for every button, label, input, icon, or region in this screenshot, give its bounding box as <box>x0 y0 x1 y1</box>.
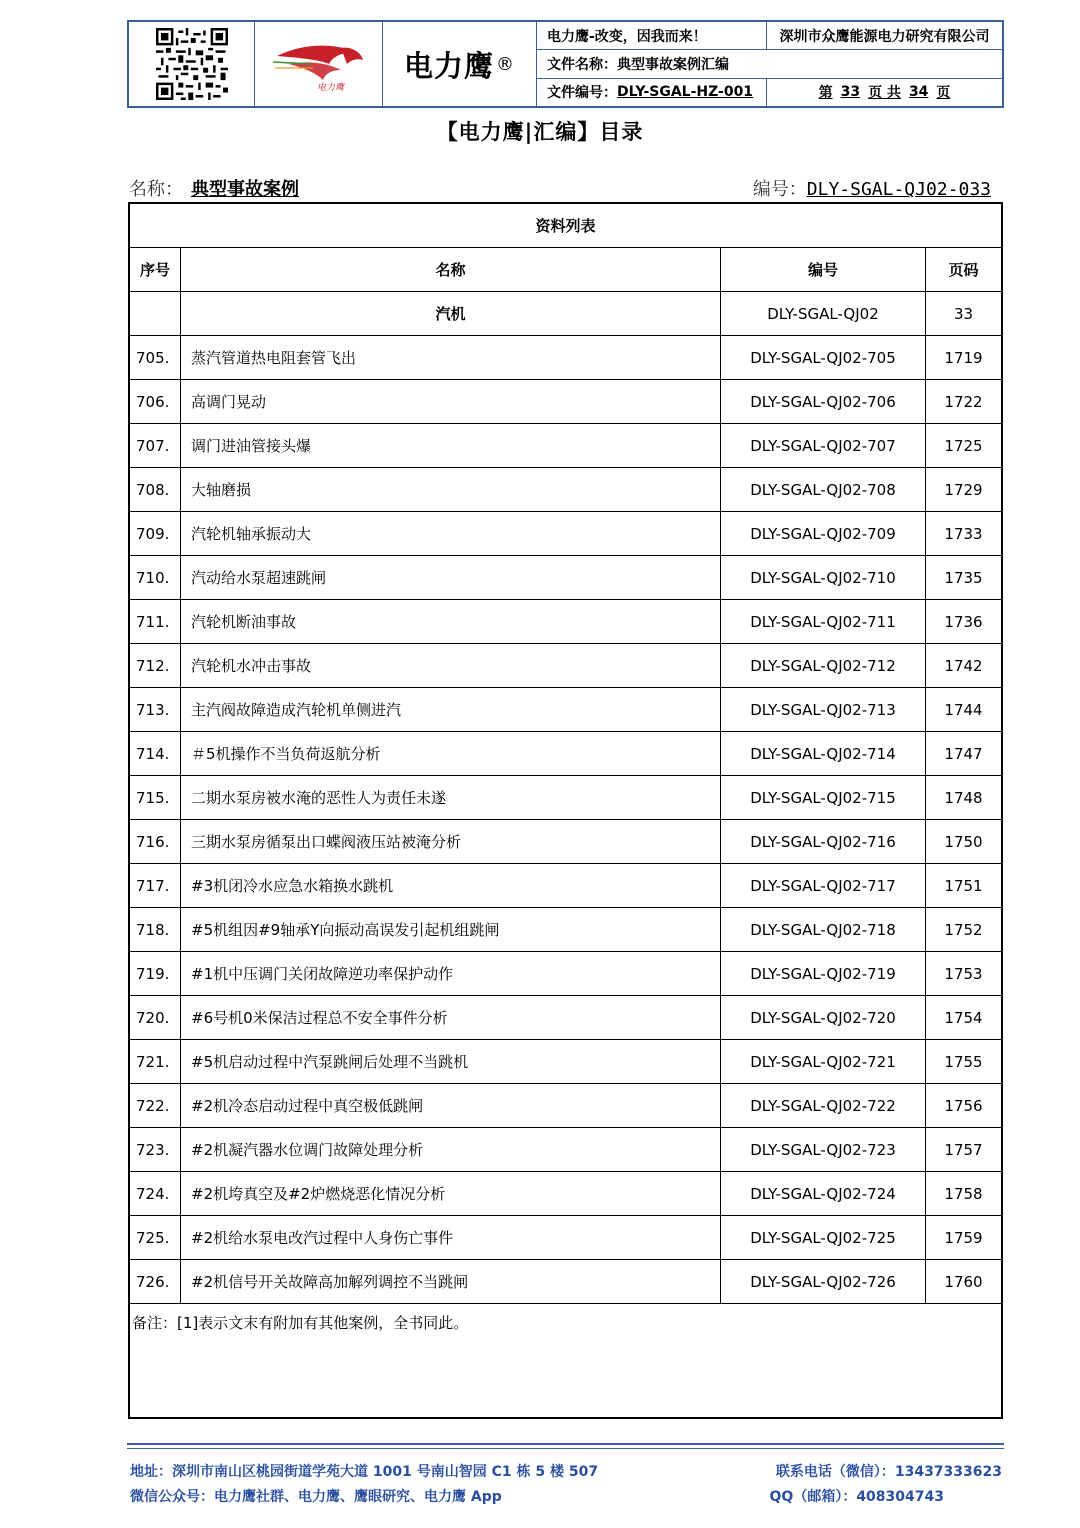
cell-name: 大轴磨损 <box>181 468 721 511</box>
cell-no: 707. <box>130 424 181 467</box>
table-row <box>130 952 1001 996</box>
cell-no: 712. <box>130 644 181 687</box>
table-row <box>130 1216 1001 1260</box>
cell-no: 722. <box>130 1084 181 1127</box>
qr-code <box>129 22 255 106</box>
qr-code-icon <box>156 28 228 100</box>
file-code: 文件编号： DLY-SGAL-HZ-001 <box>547 84 754 102</box>
cell-page: 1719 <box>944 348 983 367</box>
cell-no: 725. <box>130 1216 181 1259</box>
table-row <box>130 468 1001 512</box>
page-indicator: 第 33 页 共 34 页 <box>766 79 1002 106</box>
cell-name: 高调门晃动 <box>181 380 721 423</box>
cell-code: DLY-SGAL-QJ02-725 <box>721 1216 926 1259</box>
table-row <box>130 380 1001 424</box>
doc-name: 名称： 典型事故案例 <box>129 179 299 200</box>
cell-name: 汽动给水泵超速跳闸 <box>181 556 721 599</box>
section-name: 汽机 <box>181 292 721 335</box>
cell-no: 726. <box>130 1260 181 1303</box>
cell-page: 1752 <box>944 920 983 939</box>
cell-name: 汽轮机轴承振动大 <box>181 512 721 555</box>
cell-page: 1736 <box>944 612 983 631</box>
cell-name: 调门进油管接头爆 <box>181 424 721 467</box>
brand-name: 电力鹰 ® <box>383 22 537 106</box>
cell-code: DLY-SGAL-QJ02-708 <box>721 468 926 511</box>
table-row <box>130 512 1001 556</box>
cell-no: 708. <box>130 468 181 511</box>
section-row <box>130 292 1001 336</box>
cell-code: DLY-SGAL-QJ02-724 <box>721 1172 926 1215</box>
footer-divider <box>127 1443 1004 1445</box>
footer-divider-thin <box>127 1448 1004 1449</box>
cell-name: #2机垮真空及#2炉燃烧恶化情况分析 <box>181 1172 721 1215</box>
cell-name: ＃5机操作不当负荷返航分析 <box>181 732 721 775</box>
cell-code: DLY-SGAL-QJ02-706 <box>721 380 926 423</box>
cell-name: #6号机0米保洁过程总不安全事件分析 <box>181 996 721 1039</box>
cell-name: 三期水泵房循泵出口蝶阀液压站被淹分析 <box>181 820 721 863</box>
cell-page: 1747 <box>944 744 983 763</box>
cell-code: DLY-SGAL-QJ02-715 <box>721 776 926 819</box>
cell-page: 1748 <box>944 788 983 807</box>
logo-lettering: 电力鹰 <box>316 83 344 93</box>
table-row <box>130 1084 1001 1128</box>
cell-name: #2机给水泵电改汽过程中人身伤亡事件 <box>181 1216 721 1259</box>
table-row <box>130 864 1001 908</box>
cell-no: 709. <box>130 512 181 555</box>
footer-phone: 联系电话（微信）：13437333623 <box>775 1464 1002 1480</box>
cell-page: 1725 <box>944 436 983 455</box>
cell-no: 724. <box>130 1172 181 1215</box>
section-code: DLY-SGAL-QJ02 <box>721 292 926 335</box>
footer-wechat: 微信公众号：电力鹰社群、电力鹰、鹰眼研究、电力鹰 App <box>130 1489 502 1505</box>
table-row <box>130 996 1001 1040</box>
table-row <box>130 1172 1001 1216</box>
cell-page: 1753 <box>944 964 983 983</box>
cell-no: 718. <box>130 908 181 951</box>
cell-name: 蒸汽管道热电阻套管飞出 <box>181 336 721 379</box>
cell-code: DLY-SGAL-QJ02-718 <box>721 908 926 951</box>
cell-name: #1机中压调门关闭故障逆功率保护动作 <box>181 952 721 995</box>
document-header <box>127 20 1004 108</box>
cell-no: 720. <box>130 996 181 1039</box>
table-row <box>130 336 1001 380</box>
header-page: 页码 <box>948 261 979 279</box>
cell-code: DLY-SGAL-QJ02-705 <box>721 336 926 379</box>
company-name: 深圳市众鹰能源电力研究有限公司 <box>766 22 1002 49</box>
cell-code: DLY-SGAL-QJ02-711 <box>721 600 926 643</box>
cell-no: 714. <box>130 732 181 775</box>
section-page: 33 <box>953 304 974 323</box>
cell-no: 711. <box>130 600 181 643</box>
table-row <box>130 908 1001 952</box>
cell-page: 1758 <box>944 1184 983 1203</box>
cell-code: DLY-SGAL-QJ02-722 <box>721 1084 926 1127</box>
cell-code: DLY-SGAL-QJ02-721 <box>721 1040 926 1083</box>
table-row <box>130 600 1001 644</box>
footer-address: 地址：深圳市南山区桃园街道学苑大道 1001 号南山智园 C1 栋 5 楼 507 <box>130 1464 599 1480</box>
cell-code: DLY-SGAL-QJ02-716 <box>721 820 926 863</box>
header-no: 序号 <box>130 248 181 291</box>
cell-no: 706. <box>130 380 181 423</box>
cell-page: 1750 <box>944 832 983 851</box>
table-row <box>130 556 1001 600</box>
cell-page: 1759 <box>944 1228 983 1247</box>
cell-name: 汽轮机断油事故 <box>181 600 721 643</box>
cell-no: 713. <box>130 688 181 731</box>
cell-page: 1754 <box>944 1008 983 1027</box>
page-title: 【电力鹰|汇编】目录 <box>436 120 644 144</box>
cell-name: #2机冷态启动过程中真空极低跳闸 <box>181 1084 721 1127</box>
table-note: 备注：[1]表示文末有附加有其他案例，全书同此。 <box>132 1314 469 1332</box>
cell-page: 1755 <box>944 1052 983 1071</box>
table-row <box>130 1128 1001 1172</box>
cell-code: DLY-SGAL-QJ02-709 <box>721 512 926 555</box>
cell-name: #5机启动过程中汽泵跳闸后处理不当跳机 <box>181 1040 721 1083</box>
cell-code: DLY-SGAL-QJ02-719 <box>721 952 926 995</box>
table-row <box>130 776 1001 820</box>
cell-code: DLY-SGAL-QJ02-717 <box>721 864 926 907</box>
eagle-logo-icon <box>271 34 367 94</box>
cell-code: DLY-SGAL-QJ02-712 <box>721 644 926 687</box>
cell-page: 1760 <box>944 1272 983 1291</box>
cell-name: #3机闭冷水应急水箱换水跳机 <box>181 864 721 907</box>
cell-no: 716. <box>130 820 181 863</box>
cell-name: 汽轮机水冲击事故 <box>181 644 721 687</box>
contents-table <box>128 202 1003 1419</box>
cell-name: 二期水泵房被水淹的恶性人为责任未遂 <box>181 776 721 819</box>
doc-code: 编号：DLY-SGAL-QJ02-033 <box>752 179 991 200</box>
cell-no: 717. <box>130 864 181 907</box>
table-header-row <box>130 248 1001 292</box>
cell-name: #2机凝汽器水位调门故障处理分析 <box>181 1128 721 1171</box>
header-name: 名称 <box>181 248 721 291</box>
header-info <box>537 22 1002 106</box>
cell-page: 1742 <box>944 656 983 675</box>
table-row <box>130 688 1001 732</box>
cell-code: DLY-SGAL-QJ02-710 <box>721 556 926 599</box>
cell-no: 719. <box>130 952 181 995</box>
cell-name: #2机信号开关故障高加解列调控不当跳闸 <box>181 1260 721 1303</box>
cell-no: 715. <box>130 776 181 819</box>
cell-code: DLY-SGAL-QJ02-723 <box>721 1128 926 1171</box>
table-title: 资料列表 <box>130 204 1001 248</box>
company-logo <box>255 22 383 106</box>
cell-code: DLY-SGAL-QJ02-720 <box>721 996 926 1039</box>
cell-code: DLY-SGAL-QJ02-707 <box>721 424 926 467</box>
cell-page: 1722 <box>944 392 983 411</box>
cell-code: DLY-SGAL-QJ02-726 <box>721 1260 926 1303</box>
cell-page: 1735 <box>944 568 983 587</box>
cell-page: 1729 <box>944 480 983 499</box>
table-row <box>130 644 1001 688</box>
cell-page: 1751 <box>944 876 983 895</box>
cell-name: #5机组因#9轴承Y向振动高误发引起机组跳闸 <box>181 908 721 951</box>
cell-page: 1757 <box>944 1140 983 1159</box>
table-row <box>130 1260 1001 1304</box>
cell-no: 721. <box>130 1040 181 1083</box>
footer-qq: QQ（邮箱）：408304743 <box>769 1489 944 1505</box>
table-row <box>130 732 1001 776</box>
cell-no: 705. <box>130 336 181 379</box>
cell-code: DLY-SGAL-QJ02-713 <box>721 688 926 731</box>
file-name: 文件名称：典型事故案例汇编 <box>547 56 729 73</box>
cell-code: DLY-SGAL-QJ02-714 <box>721 732 926 775</box>
table-row <box>130 820 1001 864</box>
cell-no: 710. <box>130 556 181 599</box>
cell-page: 1744 <box>944 700 983 719</box>
table-row <box>130 1040 1001 1084</box>
table-row <box>130 424 1001 468</box>
cell-no: 723. <box>130 1128 181 1171</box>
cell-page: 1733 <box>944 524 983 543</box>
cell-name: 主汽阀故障造成汽轮机单侧进汽 <box>181 688 721 731</box>
slogan: 电力鹰-改变，因我而来！ <box>547 28 707 45</box>
header-code: 编号 <box>721 248 926 291</box>
cell-page: 1756 <box>944 1096 983 1115</box>
